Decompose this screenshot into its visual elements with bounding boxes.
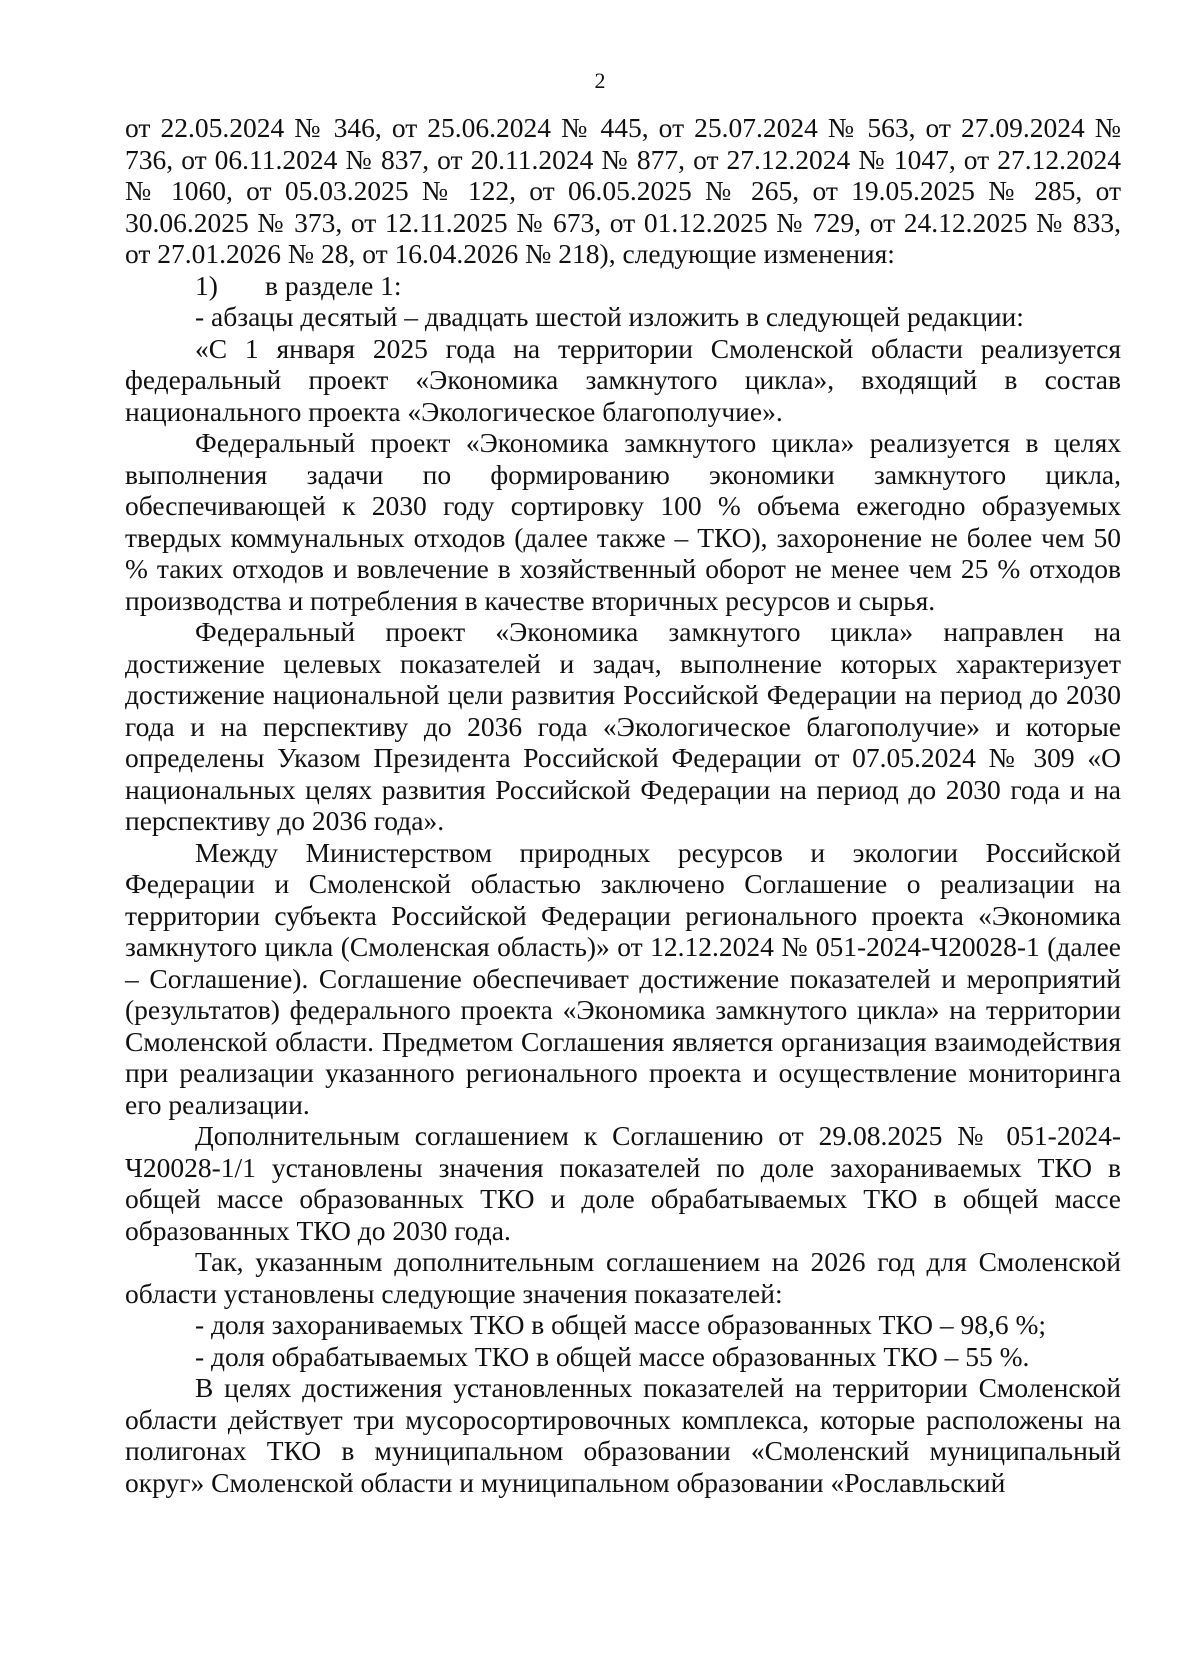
paragraph-sorting-complexes: В целях достижения установленных показателей на территории Смоленской области действует три мусоросортировочных комплекса, которые расположены на полигонах ТКО в муниципальном образовании «Смоленский муниципальный округ» Смоленской области и муниципальном образовании «Рославльский [125, 1372, 1121, 1498]
paragraph-supplementary-agreement: Дополнительным соглашением к Соглашению от 29.08.2025 № 051-2024-Ч20028-1/1 установлены значения показателей по доле захораниваемых ТКО в общей массе образованных ТКО и доле обрабатываемых ТКО в общей массе образованных ТКО до 2030 года. [125, 1120, 1121, 1246]
paragraph-instruction: - абзацы десятый – двадцать шестой изложить в следующей редакции: [195, 301, 1024, 332]
document-body [125, 112, 1121, 1498]
paragraph-project-goals: Федеральный проект «Экономика замкнутого цикла» реализуется в целях выполнения задачи по формированию экономики замкнутого цикла, обеспечивающей к 2030 году сортировку 100 % объема ежегодно образуемых твердых коммунальных отходов (далее также – ТКО), захоронение не более чем 50 % таких отходов и вовлечение в хозяйственный оборот не менее чем 25 % отходов производства и потребления в качестве вторичных ресурсов и сырья. [125, 427, 1121, 616]
list-item-processing-share: - доля обрабатываемых ТКО в общей массе образованных ТКО – 55 %. [195, 1340, 1030, 1372]
page-number: 2 [594, 68, 606, 93]
item-text: в разделе 1: [265, 269, 402, 301]
list-item-landfill-share: - доля захораниваемых ТКО в общей массе образованных ТКО – 98,6 %; [195, 1309, 1046, 1340]
paragraph-indicator-values: Так, указанным дополнительным соглашением на 2026 год для Смоленской области установлены следующие значения показателей: [125, 1246, 1121, 1309]
paragraph-agreement: Между Министерством природных ресурсов и экологии Российской Федерации и Смоленской областью заключено Соглашение о реализации на территории субъекта Российской Федерации регионального проекта «Экономика замкнутого цикла (Смоленская область)» от 12.12.2024 № 051-2024-Ч20028-1 (далее – Соглашение). Соглашение обеспечивает достижение показателей и мероприятий (результатов) федерального проекта «Экономика замкнутого цикла» на территории Смоленской области. Предметом Соглашения является организация взаимодействия при реализации указанного регионального проекта и осуществление мониторинга его реализации. [125, 836, 1121, 1120]
paragraph-project-targets: Федеральный проект «Экономика замкнутого цикла» направлен на достижение целевых показателей и задач, выполнение которых характеризует достижение национальной цели развития Российской Федерации на период до 2030 года и на перспективу до 2036 года «Экологическое благополучие» и которые определены Указом Президента Российской Федерации от 07.05.2024 № 309 «О национальных целях развития Российской Федерации на период до 2030 года и на перспективу до 2036 года». [125, 616, 1121, 836]
paragraph-amendment-list: от 22.05.2024 № 346, от 25.06.2024 № 445, от 25.07.2024 № 563, от 27.09.2024 № 736, от 06.11.2024 № 837, от 20.11.2024 № 877, от 27.12.2024 № 1047, от 27.12.2024 № 1060, от 05.03.2025 № 122, от 06.05.2025 № 265, от 19.05.2025 № 285, от 30.06.2025 № 373, от 12.11.2025 № 673, от 01.12.2025 № 729, от 24.12.2025 № 833, от 27.01.2026 № 28, от 16.04.2026 № 218), следующие изменения: [125, 112, 1121, 269]
numbered-item-1 [125, 270, 1121, 302]
item-number: 1) [195, 269, 218, 301]
paragraph-federal-project-intro: «С 1 января 2025 года на территории Смоленской области реализуется федеральный проект «Экономика замкнутого цикла», входящий в состав национального проекта «Экологическое благополучие». [125, 332, 1121, 427]
